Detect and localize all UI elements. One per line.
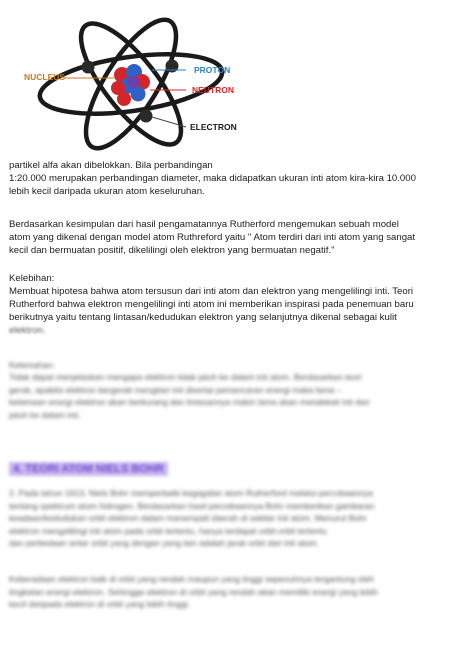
section-title: Kelebihan: [9, 273, 55, 284]
text-line: Rutherford bahwa elektron mengelilingi inti atom ini memberikan inspirasi pada penemuan baru [9, 298, 414, 310]
conclusion-paragraph [9, 219, 461, 258]
nucleus-cluster [111, 64, 150, 106]
text-line: jatuh ke dalam inti. [9, 409, 81, 420]
electron-bottom [140, 110, 153, 123]
kelebihan-section [9, 273, 461, 338]
bohr-paragraph-2 [9, 573, 461, 611]
electron-left [82, 61, 95, 74]
intro-paragraph [9, 160, 461, 199]
text-line: berikutnya yaitu tentang lintasan/kedudukan elektron yang selanjutnya dikenal sebagai kulit [9, 311, 397, 323]
text-line: elektron. [9, 324, 46, 336]
text-line: kelamaan energi elektron akan berkurang dan lintasannya makin lama akan mendekati inti dan [9, 397, 370, 408]
text-line: Keberadaan elektron baik di orbit yang rendah maupun yang tinggi sepenuhnya tergantung oleh [9, 574, 375, 584]
text-line: Tidak dapat menjelaskan mengapa elektron tidak jatuh ke dalam inti atom. Berdasarkan teori [9, 372, 362, 383]
kelemahan-section [9, 359, 461, 421]
text-line: dan perbedaan antar orbit yang dengan yang lain adalah jarak orbit dari inti atom. [9, 538, 320, 549]
text-line: tingkatan energi elektron. Sehingga elektron di orbit yang rendah akan memiliki energi yang lebih [9, 586, 378, 597]
text-line: Berdasarkan kesimpulan dari hasil pengamatannya Rutherford mengemukan sebuah model [9, 219, 399, 230]
atom-illustration [24, 8, 244, 158]
text-line: 1:20.000 merupakan perbandingan diameter, maka didapatkan ukuran inti atom kira-kira 10.000 [9, 172, 416, 184]
text-line: keadaan/kedudukan orbit elektron dalam menempati daerah di sekitar inti atom. Menurut Bohr [9, 513, 367, 524]
neutron-label: NEUTRON [192, 85, 235, 95]
text-line: 2. Pada tahun 1913, Niels Bohr memperbaiki kegagalan atom Rutherford melalui percobaannya [9, 488, 374, 498]
text-line: kecil daripada elektron di orbit yang lebih tinggi. [9, 599, 191, 610]
nucleus-label: NUCLEUS [24, 72, 66, 82]
proton-label: PROTON [194, 65, 231, 75]
text-line: kecil dan bermuatan positif, dikelilingi oleh elektron yang bermuatan negatif." [9, 244, 335, 256]
electron-label: ELECTRON [190, 122, 237, 132]
atom-diagram [24, 8, 244, 158]
electron-right [166, 60, 179, 73]
text-line: partikel alfa akan dibelokkan. Bila perbandingan [9, 160, 213, 171]
bohr-heading: 4. TEORI ATOM NIELS BOHR [9, 462, 168, 476]
text-line: elektron mengelilingi inti atom pada orbit tertentu, hanya terdapat orbit-orbit tertentu [9, 525, 327, 536]
bohr-paragraph-1 [9, 487, 461, 550]
section-title: Kelemahan: [9, 360, 55, 370]
text-line: gerak, apabila elektron bergerak mengitari inti disertai pemancaran energi maka lama – [9, 384, 342, 395]
text-line: tentang spektrum atom hidrogen. Berdasarkan hasil percobaannya Bohr memberikan gambaran [9, 500, 375, 511]
text-line: atom yang dikenal dengan model atom Ruthreford yaitu " Atom terdiri dari inti atom yang sangat [9, 231, 416, 243]
text-line: lebih kecil daripada ukuran atom keseluruhan. [9, 185, 205, 197]
text-line: Membuat hipotesa bahwa atom tersusun dari inti atom dan elektron yang mengelilingi inti. Teori [9, 285, 414, 297]
